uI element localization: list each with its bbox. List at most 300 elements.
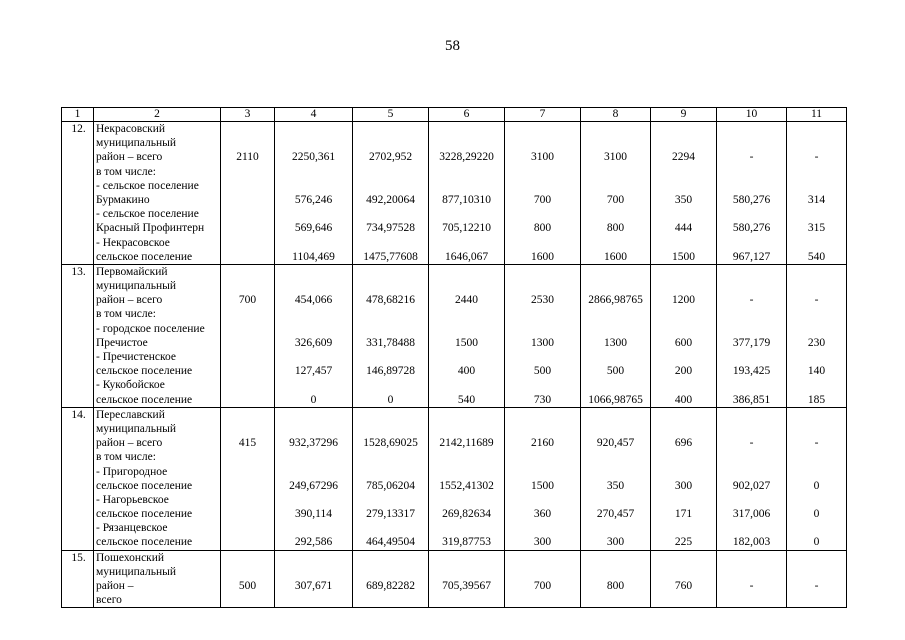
value-line — [429, 207, 504, 221]
data-table — [61, 107, 847, 608]
value-line — [717, 422, 786, 436]
value-line — [353, 465, 428, 479]
value-cell — [717, 550, 787, 608]
value-line — [429, 136, 504, 150]
value-line — [787, 465, 846, 479]
value-line — [221, 207, 274, 221]
value-line — [717, 593, 786, 607]
value-line — [429, 408, 504, 422]
value-line — [651, 378, 716, 392]
value-line — [717, 565, 786, 579]
value-line: 800 — [533, 222, 552, 235]
value-line: 700 — [238, 294, 257, 307]
value-line — [221, 265, 274, 279]
value-line — [275, 265, 352, 279]
value-line — [275, 493, 352, 507]
value-line — [651, 279, 716, 293]
name-line: сельское поселение — [96, 508, 193, 521]
value-line — [505, 465, 580, 479]
value-line — [221, 136, 274, 150]
value-line — [353, 422, 428, 436]
column-header: 3 — [221, 108, 275, 122]
value-line — [429, 551, 504, 565]
value-line — [787, 521, 846, 535]
value-cell — [221, 122, 275, 265]
value-line — [651, 521, 716, 535]
value-line — [787, 378, 846, 392]
value-line — [651, 265, 716, 279]
value-line: 292,586 — [294, 536, 333, 549]
value-cell — [353, 264, 429, 407]
value-line: 3100 — [604, 151, 627, 164]
value-line — [505, 521, 580, 535]
value-line: 307,671 — [294, 580, 333, 592]
value-line — [787, 408, 846, 422]
value-line — [581, 408, 650, 422]
value-line: 415 — [238, 437, 257, 450]
value-line — [581, 207, 650, 221]
value-line: - — [814, 580, 819, 592]
value-line: 576,246 — [294, 193, 333, 206]
value-line — [353, 207, 428, 221]
value-line — [221, 322, 274, 336]
row-number: 14. — [62, 407, 94, 550]
value-line — [581, 378, 650, 392]
value-line: 3100 — [531, 151, 554, 164]
value-line — [429, 493, 504, 507]
value-line: 1104,469 — [292, 250, 335, 263]
value-line — [221, 408, 274, 422]
value-line — [275, 521, 352, 535]
value-line: 540 — [457, 393, 476, 406]
district-name-cell — [94, 122, 221, 265]
name-line: Пречистое — [96, 336, 148, 349]
value-line — [717, 322, 786, 336]
value-line — [221, 350, 274, 364]
value-line: 0 — [813, 479, 820, 492]
row-number: 13. — [62, 264, 94, 407]
value-line — [505, 165, 580, 179]
value-cell — [787, 122, 847, 265]
value-cell — [353, 550, 429, 608]
value-line — [581, 322, 650, 336]
value-line — [717, 265, 786, 279]
name-line: муниципальный — [96, 565, 177, 578]
value-line — [787, 236, 846, 250]
value-line — [221, 122, 274, 136]
page-number: 58 — [445, 38, 460, 54]
value-line — [353, 565, 428, 579]
value-line — [429, 236, 504, 250]
value-cell — [651, 407, 717, 550]
value-line — [505, 378, 580, 392]
value-line: 350 — [606, 479, 625, 492]
value-line — [787, 493, 846, 507]
value-line — [581, 493, 650, 507]
value-line — [221, 336, 274, 350]
value-line — [353, 350, 428, 364]
value-line: 760 — [674, 580, 693, 592]
value-line — [505, 136, 580, 150]
name-line: сельское поселение — [96, 479, 193, 492]
value-line: 1600 — [604, 250, 627, 263]
value-line — [505, 322, 580, 336]
value-line: 2294 — [672, 151, 695, 164]
value-line — [221, 507, 274, 521]
value-line: 300 — [606, 536, 625, 549]
value-line — [581, 136, 650, 150]
value-line — [429, 450, 504, 464]
value-line — [787, 265, 846, 279]
name-line: - городское поселение — [96, 322, 205, 335]
value-line: 3228,29220 — [439, 151, 494, 164]
value-line — [651, 493, 716, 507]
value-line: 185 — [807, 393, 826, 406]
value-line — [581, 307, 650, 321]
value-line — [221, 307, 274, 321]
value-line — [353, 265, 428, 279]
value-line — [353, 307, 428, 321]
name-line: сельское поселение — [96, 250, 193, 263]
value-line: 920,457 — [596, 437, 635, 450]
value-line — [717, 493, 786, 507]
value-line — [651, 307, 716, 321]
value-line — [717, 122, 786, 136]
name-line: муниципальный — [96, 422, 177, 435]
value-line — [651, 350, 716, 364]
value-line: 700 — [606, 193, 625, 206]
value-line — [275, 350, 352, 364]
value-line — [717, 450, 786, 464]
value-line: 734,97528 — [366, 222, 415, 235]
value-cell — [275, 264, 353, 407]
value-cell — [221, 264, 275, 407]
value-line — [787, 307, 846, 321]
value-line: 877,10310 — [442, 193, 491, 206]
value-cell — [275, 122, 353, 265]
value-line — [787, 422, 846, 436]
value-line — [787, 450, 846, 464]
value-line — [787, 565, 846, 579]
value-line — [581, 165, 650, 179]
value-cell — [353, 407, 429, 550]
value-line — [353, 136, 428, 150]
value-line: 730 — [533, 393, 552, 406]
value-cell — [429, 407, 505, 550]
value-line: 377,179 — [732, 336, 771, 349]
value-line — [651, 165, 716, 179]
name-line: Красный Профинтерн — [96, 222, 205, 235]
value-cell — [651, 264, 717, 407]
value-cell — [429, 122, 505, 265]
column-header: 9 — [651, 108, 717, 122]
value-line — [581, 350, 650, 364]
value-line: 400 — [457, 365, 476, 378]
name-line: Бурмакино — [96, 193, 150, 206]
value-line — [221, 393, 274, 407]
value-line — [275, 122, 352, 136]
value-line — [221, 221, 274, 235]
value-line: 2702,952 — [368, 151, 413, 164]
value-line: - — [749, 294, 754, 307]
name-line: муниципальный — [96, 137, 177, 150]
value-line — [221, 593, 274, 607]
value-line — [275, 551, 352, 565]
name-line: - Кукобойское — [96, 379, 165, 392]
value-line — [221, 378, 274, 392]
table-row — [62, 264, 847, 407]
name-line: район – — [96, 580, 134, 592]
name-line: в том числе: — [96, 165, 156, 178]
district-name-cell — [94, 407, 221, 550]
value-line — [221, 165, 274, 179]
value-line: - — [814, 294, 819, 307]
value-line: 2530 — [531, 294, 554, 307]
value-line — [353, 122, 428, 136]
value-line — [717, 136, 786, 150]
value-line: 140 — [807, 365, 826, 378]
value-cell — [651, 550, 717, 608]
value-line — [275, 236, 352, 250]
value-line: 350 — [674, 193, 693, 206]
value-line — [717, 551, 786, 565]
value-line — [221, 422, 274, 436]
value-line: 249,67296 — [289, 479, 338, 492]
value-line — [353, 450, 428, 464]
value-line — [429, 165, 504, 179]
name-line: - Пречистенское — [96, 351, 177, 363]
value-line: 705,39567 — [442, 580, 491, 592]
value-line — [717, 165, 786, 179]
value-line — [275, 165, 352, 179]
value-line: 580,276 — [732, 222, 771, 235]
value-line — [787, 136, 846, 150]
name-line: - Некрасовское — [96, 236, 170, 249]
value-line: 800 — [606, 580, 625, 592]
value-line — [429, 322, 504, 336]
value-line — [787, 350, 846, 364]
value-cell — [505, 264, 581, 407]
value-line — [353, 378, 428, 392]
value-line — [581, 422, 650, 436]
value-line — [717, 236, 786, 250]
value-line: 400 — [674, 393, 693, 406]
value-line — [581, 551, 650, 565]
value-line — [717, 307, 786, 321]
column-header: 4 — [275, 108, 353, 122]
value-line: 1500 — [531, 479, 554, 492]
column-header: 6 — [429, 108, 505, 122]
name-line: в том числе: — [96, 308, 156, 321]
value-line: 386,851 — [732, 393, 771, 406]
value-line: 1300 — [531, 336, 554, 349]
value-line — [651, 551, 716, 565]
value-line: 2866,98765 — [588, 294, 643, 307]
value-cell — [221, 407, 275, 550]
table-row — [62, 550, 847, 608]
value-line — [787, 165, 846, 179]
name-line: в том числе: — [96, 451, 156, 464]
value-line — [353, 408, 428, 422]
value-line — [221, 521, 274, 535]
value-line — [353, 521, 428, 535]
value-line — [505, 493, 580, 507]
value-line — [275, 136, 352, 150]
value-line — [651, 322, 716, 336]
value-line — [787, 551, 846, 565]
value-line: 902,027 — [732, 479, 771, 492]
value-line: 464,49504 — [366, 536, 415, 549]
value-cell — [275, 550, 353, 608]
value-line — [505, 307, 580, 321]
value-line: 705,12210 — [442, 222, 491, 235]
value-cell — [717, 407, 787, 550]
value-line — [651, 122, 716, 136]
name-line: Переславский — [96, 408, 165, 421]
value-line — [717, 179, 786, 193]
value-cell — [429, 550, 505, 608]
value-line — [275, 465, 352, 479]
name-line: сельское поселение — [96, 365, 193, 378]
value-line: 540 — [807, 250, 826, 263]
column-header: 10 — [717, 108, 787, 122]
value-line: 800 — [606, 222, 625, 235]
value-line: 270,457 — [596, 508, 635, 521]
value-line — [505, 551, 580, 565]
value-line — [221, 565, 274, 579]
value-line: 390,114 — [295, 508, 332, 521]
value-line — [353, 279, 428, 293]
value-line: 1528,69025 — [363, 437, 418, 450]
name-line: - сельское поселение — [96, 179, 199, 192]
column-header: 8 — [581, 108, 651, 122]
value-line — [505, 122, 580, 136]
value-cell — [717, 264, 787, 407]
value-line: 444 — [674, 222, 693, 235]
value-line — [651, 136, 716, 150]
value-line: 500 — [533, 365, 552, 378]
value-line: 2160 — [531, 437, 554, 450]
value-line — [787, 122, 846, 136]
value-line: 1200 — [672, 294, 695, 307]
header-row — [62, 108, 847, 122]
value-line: 300 — [533, 536, 552, 549]
name-line: Некрасовский — [96, 123, 166, 135]
value-line — [275, 307, 352, 321]
value-line — [581, 450, 650, 464]
value-cell — [429, 264, 505, 407]
value-line — [717, 350, 786, 364]
value-line — [221, 479, 274, 493]
value-line: 700 — [533, 580, 552, 592]
value-cell — [717, 122, 787, 265]
value-cell — [353, 122, 429, 265]
value-line: 319,87753 — [442, 536, 491, 549]
value-cell — [505, 407, 581, 550]
value-line: 700 — [533, 193, 552, 206]
value-line: 569,646 — [294, 222, 333, 235]
value-line — [221, 465, 274, 479]
value-line — [221, 236, 274, 250]
value-line — [717, 279, 786, 293]
value-line: 1500 — [672, 250, 695, 263]
name-line: - Нагорьевское — [96, 493, 169, 506]
value-line — [275, 565, 352, 579]
value-line: 1475,77608 — [363, 250, 418, 263]
value-line: 932,37296 — [289, 437, 338, 450]
value-line — [275, 450, 352, 464]
value-line — [353, 493, 428, 507]
value-line: 600 — [674, 336, 693, 349]
value-line: - — [749, 151, 754, 164]
value-line — [221, 193, 274, 207]
value-line — [429, 307, 504, 321]
value-line — [505, 279, 580, 293]
value-line — [353, 593, 428, 607]
value-line — [221, 179, 274, 193]
value-cell — [581, 264, 651, 407]
name-line: - Рязанцевское — [96, 522, 168, 535]
value-cell — [787, 550, 847, 608]
value-line: 2142,11689 — [439, 437, 494, 450]
value-line — [275, 593, 352, 607]
value-cell — [505, 550, 581, 608]
value-line — [717, 408, 786, 422]
value-line: 360 — [533, 508, 552, 521]
value-line — [221, 250, 274, 264]
value-line: 146,89728 — [366, 365, 415, 378]
value-line: 0 — [310, 393, 317, 406]
value-line — [505, 593, 580, 607]
value-line — [221, 279, 274, 293]
value-line — [429, 279, 504, 293]
value-line — [581, 565, 650, 579]
value-line: 696 — [674, 437, 693, 450]
value-line — [429, 565, 504, 579]
value-line: 317,006 — [732, 508, 771, 521]
row-number: 15. — [62, 550, 94, 608]
value-line — [651, 179, 716, 193]
value-line: 0 — [387, 393, 394, 406]
value-line — [505, 236, 580, 250]
value-line — [505, 450, 580, 464]
value-line: 1552,41302 — [439, 479, 494, 492]
value-line: 2440 — [455, 294, 478, 307]
value-line: 2110 — [236, 151, 259, 164]
value-line — [717, 378, 786, 392]
table-row — [62, 407, 847, 550]
value-line: 785,06204 — [366, 479, 415, 492]
value-line — [353, 236, 428, 250]
value-line — [275, 378, 352, 392]
value-line — [275, 422, 352, 436]
value-line: 326,609 — [294, 336, 333, 349]
value-line: 689,82282 — [366, 580, 415, 592]
value-line — [717, 465, 786, 479]
value-line: 2250,361 — [291, 151, 336, 164]
value-line: 300 — [674, 479, 693, 492]
name-line: Пошехонский — [96, 551, 165, 564]
value-line: 492,20064 — [366, 193, 415, 206]
name-line: сельское поселение — [96, 393, 193, 406]
name-line: район – всего — [96, 437, 163, 450]
value-line — [651, 207, 716, 221]
name-line: район – всего — [96, 151, 163, 164]
name-line: муниципальный — [96, 280, 177, 293]
value-line — [787, 322, 846, 336]
value-line — [505, 408, 580, 422]
value-line — [429, 378, 504, 392]
